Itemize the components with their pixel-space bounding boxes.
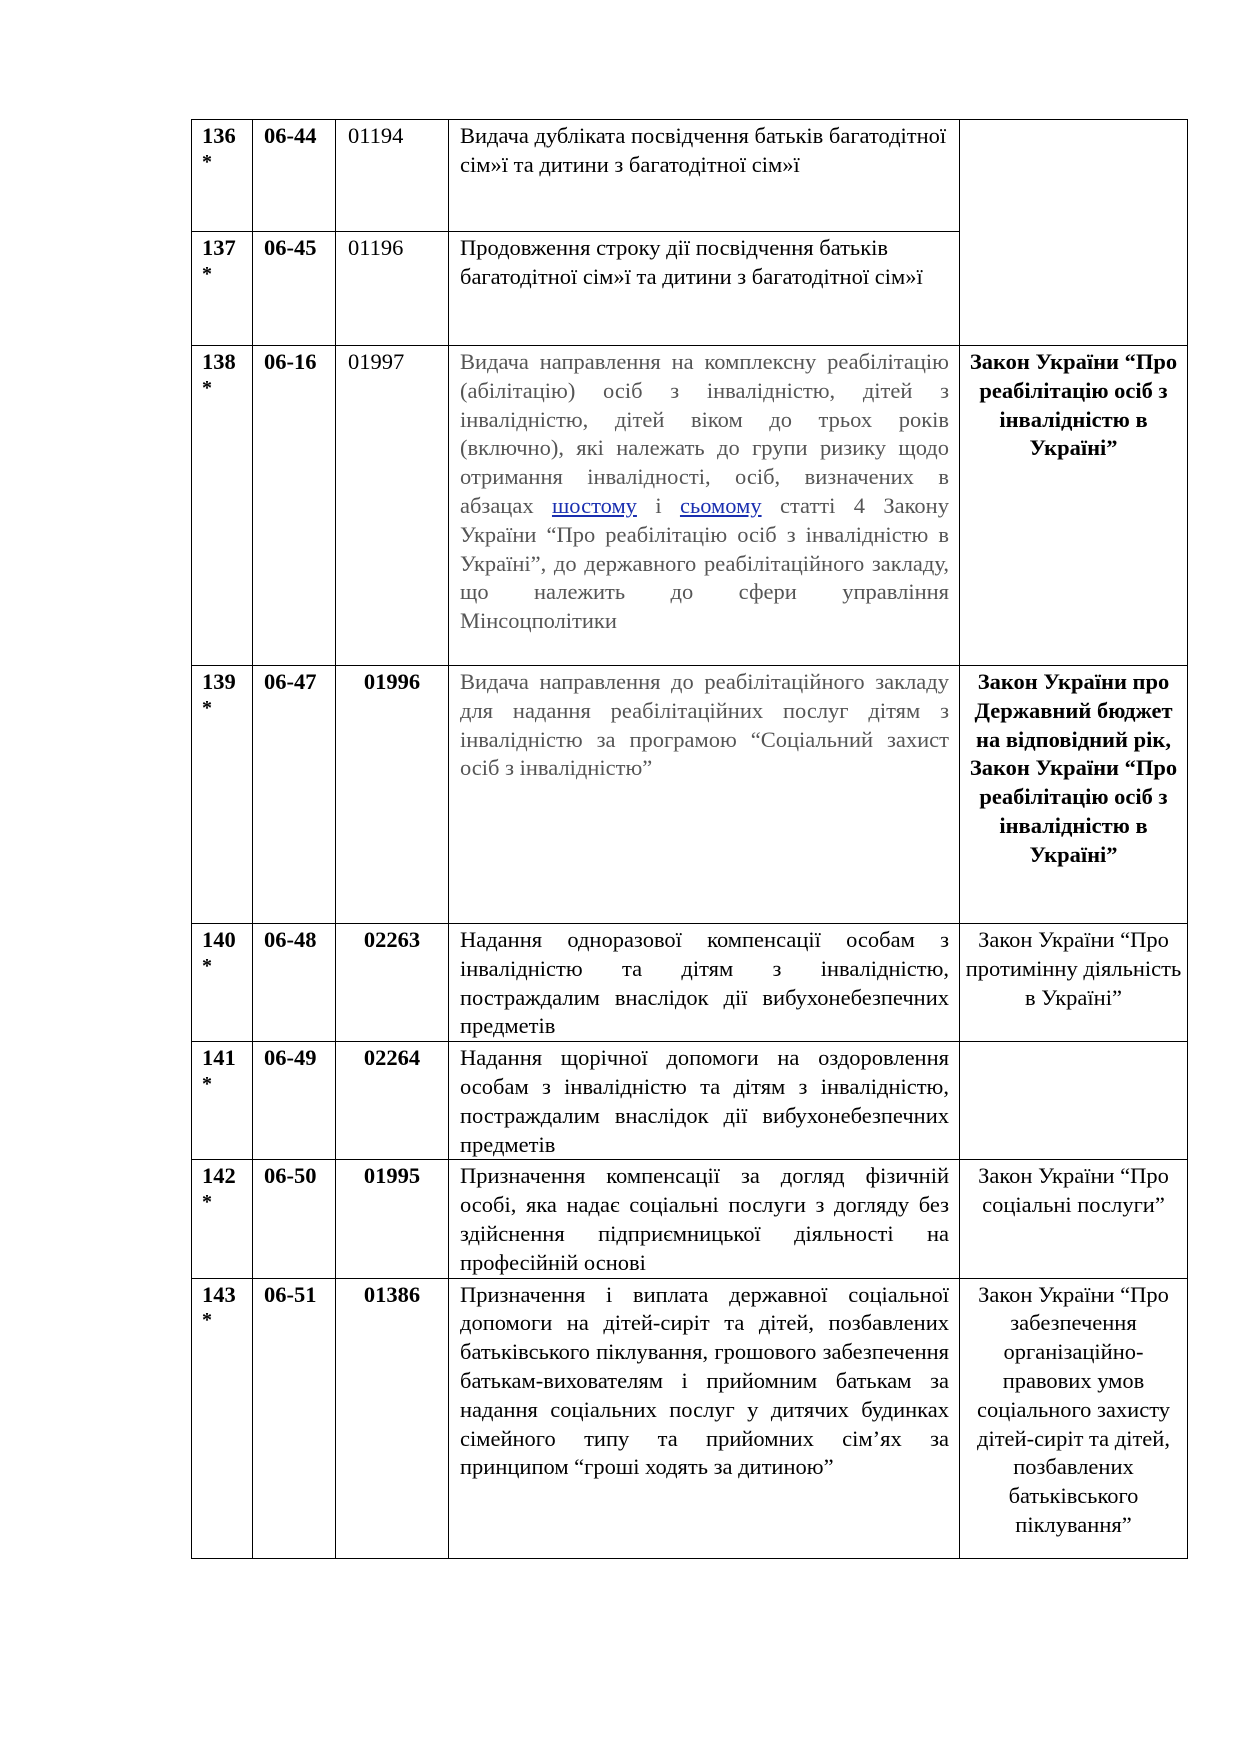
link-paragraph-7[interactable]: сьомому — [679, 492, 762, 518]
service-description: Призначення і виплата державної соціальної допомоги на дітей-сиріт та дітей, позбавлених батьківського піклування, грошового забезпечення батькам-вихователям і прийомним батькам за надання соціальних послуг у дитячих будинках сімейного типу та прийомних сім’ях за принципом “гроші ходять за дитиною” — [449, 1278, 960, 1558]
service-code: 06-50 — [253, 1160, 336, 1278]
table-row — [192, 346, 1188, 666]
service-code: 06-47 — [253, 666, 336, 924]
service-code: 06-49 — [253, 1042, 336, 1160]
legal-basis — [960, 1042, 1188, 1160]
service-description: Видача направлення на комплексну реабілітацію (абілітацію) осіб з інвалідністю, дітей з інвалідністю, дітей віком до трьох років (включно), які належать до групи ризику щодо отримання інвалідності, осіб, визначених в абзацах шостому і сьомому статті 4 Закону України “Про реабілітацію осіб з інвалідністю в Україні”, до державного реабілітаційного закладу, що належить до сфери управління Мінсоцполітики — [449, 346, 960, 666]
row-number: 136 * — [192, 120, 253, 232]
table-row — [192, 924, 1188, 1042]
row-number: 138 * — [192, 346, 253, 666]
legal-basis — [960, 120, 1188, 346]
table-row — [192, 120, 1188, 232]
service-id: 02263 — [336, 924, 449, 1042]
service-description: Призначення компенсації за догляд фізичній особі, яка надає соціальні послуги з догляду без здійснення підприємницької діяльності на професійній основі — [449, 1160, 960, 1278]
service-description: Продовження строку дії посвідчення батьків багатодітної сім»ї та дитини з багатодітної сім»ї — [449, 232, 960, 346]
legal-basis: Закон України “Про реабілітацію осіб з інвалідністю в Україні” — [960, 346, 1188, 666]
link-paragraph-6[interactable]: шостому — [551, 492, 637, 518]
row-number: 140 * — [192, 924, 253, 1042]
service-id: 01386 — [336, 1278, 449, 1558]
row-number: 142 * — [192, 1160, 253, 1278]
service-id: 01196 — [336, 232, 449, 346]
services-table — [191, 119, 1188, 1559]
service-id: 01194 — [336, 120, 449, 232]
service-id: 02264 — [336, 1042, 449, 1160]
service-code: 06-45 — [253, 232, 336, 346]
service-code: 06-44 — [253, 120, 336, 232]
service-description: Надання щорічної допомоги на оздоровлення особам з інвалідністю та дітям з інвалідністю, постраждалим внаслідок дії вибухонебезпечних предметів — [449, 1042, 960, 1160]
table-row — [192, 1160, 1188, 1278]
legal-basis: Закон України “Про забезпечення організаційно-правових умов соціального захисту дітей-сиріт та дітей, позбавлених батьківського піклування” — [960, 1278, 1188, 1558]
legal-basis: Закон України “Про протимінну діяльність в Україні” — [960, 924, 1188, 1042]
row-number: 137 * — [192, 232, 253, 346]
service-id: 01997 — [336, 346, 449, 666]
legal-basis: Закон України “Про соціальні послуги” — [960, 1160, 1188, 1278]
table-row — [192, 1278, 1188, 1558]
service-id: 01995 — [336, 1160, 449, 1278]
table-row — [192, 666, 1188, 924]
row-number: 141 * — [192, 1042, 253, 1160]
service-code: 06-16 — [253, 346, 336, 666]
service-description: Видача дубліката посвідчення батьків багатодітної сім»ї та дитини з багатодітної сім»ї — [449, 120, 960, 232]
service-code: 06-48 — [253, 924, 336, 1042]
row-number: 143 * — [192, 1278, 253, 1558]
service-description: Видача направлення до реабілітаційного закладу для надання реабілітаційних послуг дітям з інвалідністю за програмою “Соціальний захист осіб з інвалідністю” — [449, 666, 960, 924]
legal-basis: Закон України про Державний бюджет на відповідний рік, Закон України “Про реабілітацію осіб з інвалідністю в Україні” — [960, 666, 1188, 924]
service-code: 06-51 — [253, 1278, 336, 1558]
row-number: 139 * — [192, 666, 253, 924]
service-id: 01996 — [336, 666, 449, 924]
table-row — [192, 1042, 1188, 1160]
service-description: Надання одноразової компенсації особам з інвалідністю та дітям з інвалідністю, постраждалим внаслідок дії вибухонебезпечних предметів — [449, 924, 960, 1042]
